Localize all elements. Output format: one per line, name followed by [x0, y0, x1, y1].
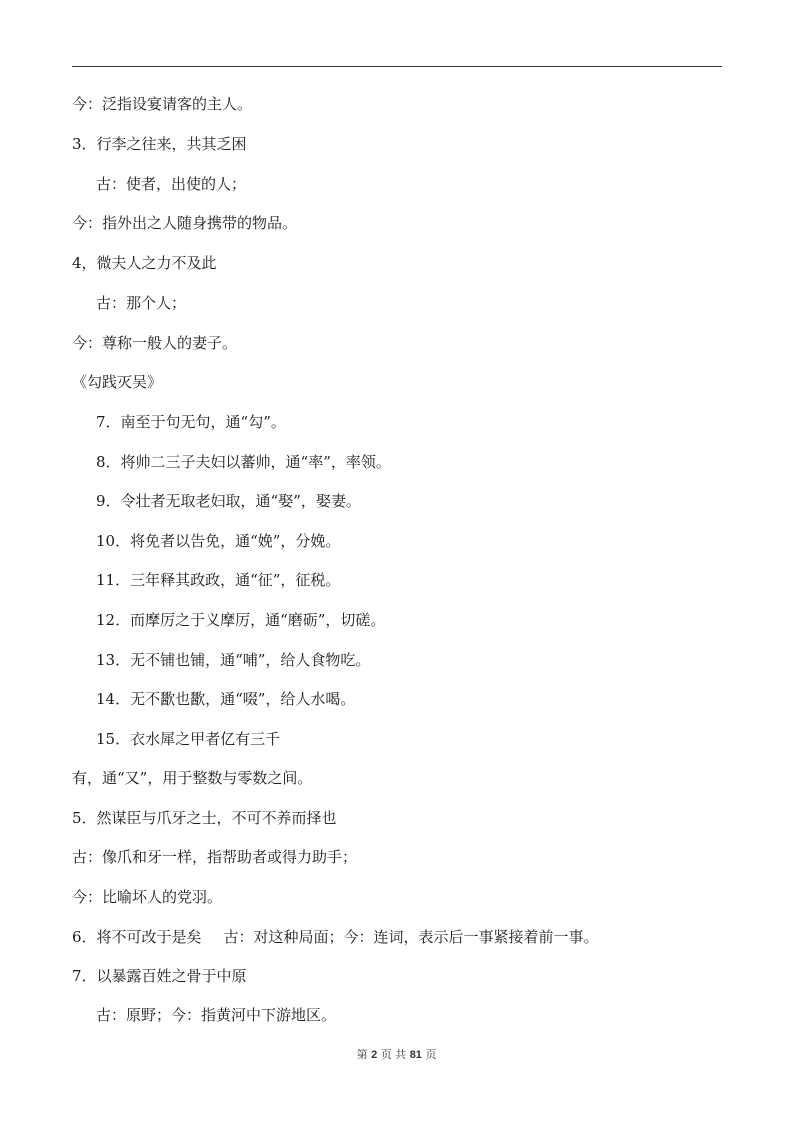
- text-line: 今：指外出之人随身携带的物品。: [72, 214, 298, 232]
- text-line: 古：像爪和牙一样，指帮助者或得力助手；: [72, 848, 358, 866]
- text-line: 古：那个人；: [96, 294, 187, 312]
- footer-mid: 页 共: [380, 1048, 407, 1061]
- text-line: 3．行李之往来，共其乏困: [72, 135, 247, 153]
- text-line: [72, 927, 599, 947]
- text-line: 4，微夫人之力不及此: [72, 254, 217, 272]
- text-line: 古：原野；今：指黄河中下游地区。: [96, 1006, 337, 1024]
- text-line: 13．无不铺也铺，通“哺”，给人食物吃。: [96, 651, 371, 669]
- text-segment: 6．将不可改于是矣: [72, 928, 202, 946]
- text-line: 10．将免者以告免，通“娩”，分娩。: [96, 532, 341, 550]
- text-line: 今：泛指设宴请客的主人。: [72, 95, 253, 113]
- text-line: 11．三年释其政政，通“征”，征税。: [96, 571, 341, 589]
- footer-suffix: 页: [425, 1048, 437, 1061]
- text-line: 今：尊称一般人的妻子。: [72, 334, 238, 352]
- current-page-number: 2: [371, 1049, 378, 1061]
- text-line: 8．将帅二三子夫妇以蕃帅，通“率”，率领。: [96, 453, 391, 471]
- text-segment: 古：对这种局面；今：连词，表示后一事紧接着前一事。: [223, 928, 599, 946]
- text-line: 15．衣水犀之甲者亿有三千: [96, 730, 281, 748]
- section-heading: 《勾践灭吴》: [72, 373, 163, 391]
- text-line: 今：比喻坏人的党羽。: [72, 888, 223, 906]
- text-line: 9．令壮者无取老妇取，通“娶”，娶妻。: [96, 492, 361, 510]
- text-line: 古：使者，出使的人；: [96, 175, 247, 193]
- total-page-count: 81: [409, 1049, 422, 1061]
- footer-prefix: 第: [356, 1048, 368, 1061]
- text-line: 5．然谋臣与爪牙之士，不可不养而择也: [72, 809, 337, 827]
- header-rule: [72, 66, 722, 67]
- text-line: 7．以暴露百姓之骨于中原: [72, 967, 247, 985]
- text-line: 有，通“又”，用于整数与零数之间。: [72, 769, 313, 787]
- text-line: 7．南至于句无句，通“勾”。: [96, 413, 286, 431]
- page-footer: [0, 1046, 793, 1062]
- text-line: 14．无不歠也歠，通“啜”，给人水喝。: [96, 690, 356, 708]
- text-line: 12．而摩厉之于义摩厉，通“磨砺”，切磋。: [96, 611, 386, 629]
